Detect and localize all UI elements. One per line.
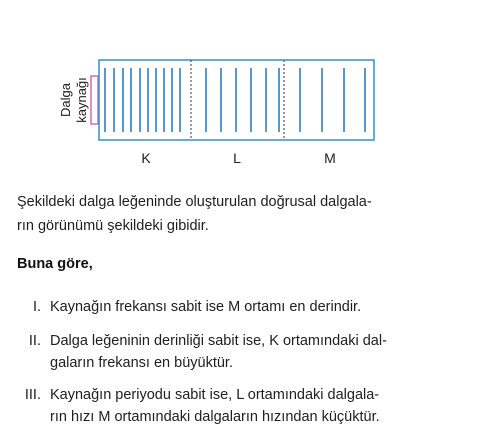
question-heading: Buna göre, xyxy=(17,256,93,272)
statement-line: Kaynağın periyodu sabit ise, L ortamındaki dalgala- xyxy=(50,387,380,403)
statement-text xyxy=(50,296,361,318)
region-label-k: K xyxy=(141,150,151,166)
intro-paragraph xyxy=(17,190,477,238)
source-label xyxy=(58,77,89,123)
intro-line-1: Şekildeki dalga leğeninde oluşturulan doğrusal dalgala- xyxy=(17,194,372,210)
region-label-m: M xyxy=(324,150,336,166)
statement-line: Kaynağın frekansı sabit ise M ortamı en derindir. xyxy=(50,299,362,315)
statement-line: rın hızı M ortamındaki dalgaların hızından küçüktür. xyxy=(50,409,380,425)
wave-source-box xyxy=(91,76,98,124)
statement-text xyxy=(50,384,380,428)
source-label-line2: kaynağı xyxy=(74,77,89,123)
wave-tank-figure xyxy=(0,0,486,175)
statement-number: II. xyxy=(28,333,41,349)
statement-number: I. xyxy=(32,299,41,315)
statement-number: III. xyxy=(24,387,41,403)
statement-text xyxy=(50,330,387,374)
source-label-line1: Dalga xyxy=(58,83,73,117)
region-label-l: L xyxy=(233,150,241,166)
statement-line: Dalga leğeninin derinliği sabit ise, K ortamındaki dal- xyxy=(50,333,387,349)
statement-line: gaların frekansı en büyüktür. xyxy=(50,355,233,371)
intro-line-2: rın görünümü şekildeki gibidir. xyxy=(17,218,209,234)
